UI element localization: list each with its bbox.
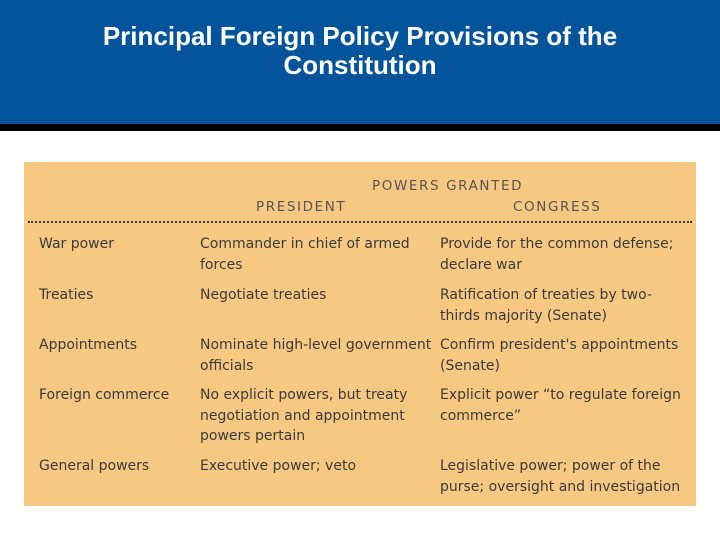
power-cell: General powers bbox=[39, 458, 150, 474]
power-cell: Appointments bbox=[39, 337, 138, 353]
slide-title-line-1: Principal Foreign Policy Provisions of the bbox=[102, 21, 618, 51]
slide-title bbox=[0, 22, 720, 80]
congress-cell: Ratification of treaties by two-thirds majority (Senate) bbox=[440, 287, 652, 324]
congress-column-header: CONGRESS bbox=[513, 199, 602, 215]
congress-cell: Legislative power; power of the purse; oversight and investigation bbox=[440, 458, 681, 495]
president-cell: Nominate high-level government officials bbox=[200, 337, 432, 374]
president-cell: Negotiate treaties bbox=[200, 287, 327, 303]
president-cell: Commander in chief of armed forces bbox=[200, 236, 410, 273]
president-column-header: PRESIDENT bbox=[256, 199, 347, 215]
powers-granted-header: POWERS GRANTED bbox=[372, 178, 524, 194]
president-cell: No explicit powers, but treaty negotiation and appointment powers pertain bbox=[200, 387, 408, 444]
title-bar-rule bbox=[0, 124, 720, 131]
congress-cell: Explicit power “to regulate foreign commerce” bbox=[440, 387, 681, 424]
provisions-table bbox=[24, 162, 696, 506]
power-cell: Foreign commerce bbox=[39, 387, 170, 403]
power-cell: Treaties bbox=[39, 287, 94, 303]
slide-title-line-2: Constitution bbox=[283, 50, 437, 80]
president-cell: Executive power; veto bbox=[200, 458, 357, 474]
power-cell: War power bbox=[39, 236, 115, 252]
header-divider bbox=[28, 221, 692, 223]
congress-cell: Confirm president's appointments (Senate) bbox=[440, 337, 679, 374]
congress-cell: Provide for the common defense; declare war bbox=[440, 236, 674, 273]
